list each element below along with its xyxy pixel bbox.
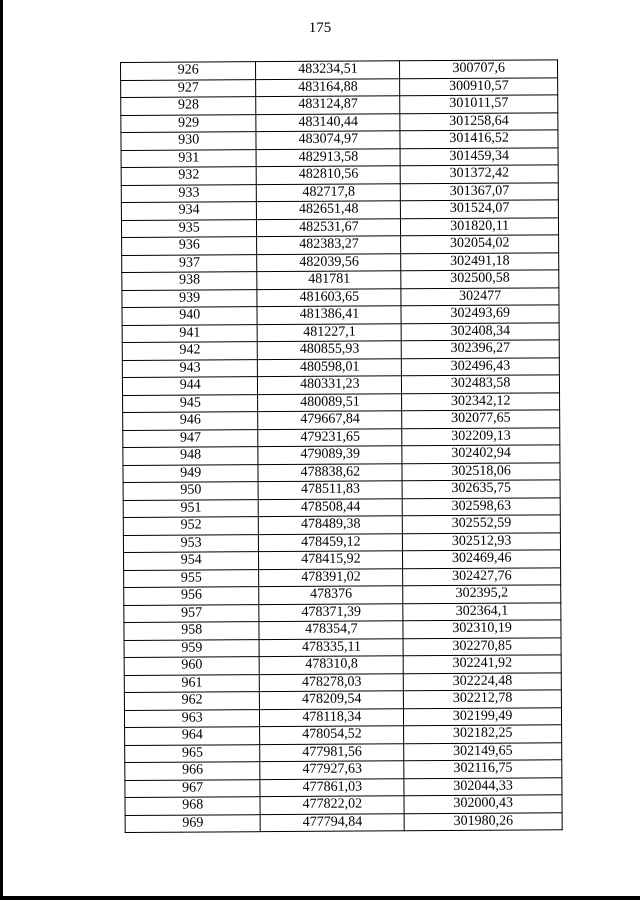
table-row [123, 427, 560, 447]
point-number-cell: 968 [125, 797, 261, 815]
x-coordinate-cell: 480331,23 [258, 376, 402, 394]
x-coordinate-cell: 477822,02 [260, 796, 404, 814]
point-number-cell: 962 [124, 692, 260, 710]
table-row [123, 550, 560, 570]
point-number-cell: 965 [125, 744, 261, 762]
point-number-cell: 938 [122, 272, 258, 290]
point-number-cell: 966 [125, 762, 261, 780]
table-row [121, 95, 558, 115]
table-row [124, 620, 561, 640]
x-coordinate-cell: 483164,88 [256, 78, 400, 96]
y-coordinate-cell: 302518,06 [402, 462, 560, 480]
point-number-cell: 953 [123, 534, 259, 552]
point-number-cell: 937 [122, 254, 258, 272]
y-coordinate-cell: 302149,65 [404, 742, 562, 760]
y-coordinate-cell: 302209,13 [402, 427, 560, 445]
point-number-cell: 941 [122, 324, 258, 342]
table-row [121, 182, 558, 202]
table-row [125, 725, 562, 745]
x-coordinate-cell: 482717,8 [257, 183, 401, 201]
y-coordinate-cell: 302491,18 [401, 252, 559, 270]
y-coordinate-cell: 302483,58 [402, 375, 560, 393]
x-coordinate-cell: 482531,67 [257, 218, 401, 236]
x-coordinate-cell: 479231,65 [258, 428, 402, 446]
coordinates-table [120, 59, 563, 833]
y-coordinate-cell: 301367,07 [401, 182, 559, 200]
x-coordinate-cell: 482913,58 [256, 148, 400, 166]
table-row [123, 497, 560, 517]
table-row [123, 445, 560, 465]
x-coordinate-cell: 478489,38 [259, 516, 403, 534]
table-row [122, 270, 559, 290]
table-row [122, 235, 559, 255]
point-number-cell: 967 [125, 779, 261, 797]
x-coordinate-cell: 482039,56 [257, 253, 401, 271]
point-number-cell: 942 [122, 342, 258, 360]
x-coordinate-cell: 478054,52 [260, 726, 404, 744]
y-coordinate-cell: 302044,33 [404, 777, 562, 795]
y-coordinate-cell: 301820,11 [401, 217, 559, 235]
x-coordinate-cell: 478278,03 [260, 673, 404, 691]
point-number-cell: 943 [122, 359, 258, 377]
x-coordinate-cell: 481227,1 [258, 323, 402, 341]
x-coordinate-cell: 478354,7 [259, 621, 403, 639]
point-number-cell: 952 [123, 517, 259, 535]
point-number-cell: 939 [122, 289, 258, 307]
point-number-cell: 936 [122, 237, 258, 255]
x-coordinate-cell: 479667,84 [258, 411, 402, 429]
point-number-cell: 955 [124, 569, 260, 587]
y-coordinate-cell: 302054,02 [401, 235, 559, 253]
coordinates-table-body [121, 60, 563, 833]
y-coordinate-cell: 301524,07 [401, 200, 559, 218]
x-coordinate-cell: 480598,01 [258, 358, 402, 376]
point-number-cell: 959 [124, 639, 260, 657]
y-coordinate-cell: 302182,25 [404, 725, 562, 743]
point-number-cell: 948 [123, 447, 259, 465]
y-coordinate-cell: 302116,75 [404, 760, 562, 778]
table-row [123, 392, 560, 412]
x-coordinate-cell: 478511,83 [259, 481, 403, 499]
x-coordinate-cell: 481781 [257, 271, 401, 289]
y-coordinate-cell: 302500,58 [401, 270, 559, 288]
page-left-edge [0, 0, 3, 900]
y-coordinate-cell: 301258,64 [400, 112, 558, 130]
point-number-cell: 960 [124, 657, 260, 675]
point-number-cell: 950 [123, 482, 259, 500]
x-coordinate-cell: 478415,92 [259, 551, 403, 569]
y-coordinate-cell: 302364,1 [403, 602, 561, 620]
x-coordinate-cell: 480089,51 [258, 393, 402, 411]
y-coordinate-cell: 302512,93 [403, 532, 561, 550]
table-row [124, 690, 561, 710]
table-row [124, 637, 561, 657]
y-coordinate-cell: 302396,27 [402, 340, 560, 358]
x-coordinate-cell: 478371,39 [259, 603, 403, 621]
point-number-cell: 935 [121, 219, 257, 237]
table-row [121, 147, 558, 167]
x-coordinate-cell: 478335,11 [259, 638, 403, 656]
table-row [121, 60, 558, 80]
y-coordinate-cell: 302408,34 [401, 322, 559, 340]
table-row [125, 812, 562, 832]
page-bottom-edge [0, 896, 640, 900]
table-row [122, 252, 559, 272]
x-coordinate-cell: 478459,12 [259, 533, 403, 551]
point-number-cell: 929 [121, 114, 257, 132]
y-coordinate-cell: 302496,43 [402, 357, 560, 375]
point-number-cell: 969 [125, 814, 261, 832]
y-coordinate-cell: 302598,63 [402, 497, 560, 515]
x-coordinate-cell: 478838,62 [258, 463, 402, 481]
y-coordinate-cell: 302342,12 [402, 392, 560, 410]
table-row [124, 672, 561, 692]
table-row [122, 322, 559, 342]
x-coordinate-cell: 481386,41 [257, 306, 401, 324]
table-row [123, 410, 560, 430]
y-coordinate-cell: 302224,48 [404, 672, 562, 690]
x-coordinate-cell: 477927,63 [260, 761, 404, 779]
y-coordinate-cell: 302241,92 [403, 655, 561, 673]
table-row [121, 112, 558, 132]
point-number-cell: 934 [121, 202, 257, 220]
point-number-cell: 946 [123, 412, 259, 430]
point-number-cell: 964 [125, 727, 261, 745]
x-coordinate-cell: 483140,44 [256, 113, 400, 131]
x-coordinate-cell: 481603,65 [257, 288, 401, 306]
table-row [122, 287, 559, 307]
y-coordinate-cell: 301459,34 [400, 147, 558, 165]
point-number-cell: 963 [124, 709, 260, 727]
table-row [122, 357, 559, 377]
x-coordinate-cell: 483124,87 [256, 96, 400, 114]
y-coordinate-cell: 302212,78 [404, 690, 562, 708]
y-coordinate-cell: 302427,76 [403, 567, 561, 585]
point-number-cell: 931 [121, 149, 257, 167]
page-number: 175 [308, 20, 332, 36]
y-coordinate-cell: 302635,75 [402, 480, 560, 498]
table-row [121, 200, 558, 220]
y-coordinate-cell: 301011,57 [400, 95, 558, 113]
table-row [121, 165, 558, 185]
y-coordinate-cell: 302270,85 [403, 637, 561, 655]
point-number-cell: 957 [124, 604, 260, 622]
y-coordinate-cell: 300707,6 [400, 60, 558, 78]
point-number-cell: 944 [122, 377, 258, 395]
y-coordinate-cell: 301416,52 [400, 130, 558, 148]
point-number-cell: 958 [124, 622, 260, 640]
point-number-cell: 951 [123, 499, 259, 517]
x-coordinate-cell: 482810,56 [257, 166, 401, 184]
x-coordinate-cell: 483074,97 [256, 131, 400, 149]
table-row [124, 655, 561, 675]
point-number-cell: 928 [121, 97, 257, 115]
y-coordinate-cell: 302000,43 [404, 795, 562, 813]
x-coordinate-cell: 482651,48 [257, 201, 401, 219]
point-number-cell: 956 [124, 587, 260, 605]
y-coordinate-cell: 302477 [401, 287, 559, 305]
table-row [125, 795, 562, 815]
x-coordinate-cell: 477794,84 [261, 813, 405, 831]
table-row [123, 480, 560, 500]
x-coordinate-cell: 478391,02 [259, 568, 403, 586]
table-row [121, 130, 558, 150]
y-coordinate-cell: 302310,19 [403, 620, 561, 638]
x-coordinate-cell: 477861,03 [260, 778, 404, 796]
table-row [123, 515, 560, 535]
y-coordinate-cell: 302469,46 [403, 550, 561, 568]
point-number-cell: 949 [123, 464, 259, 482]
x-coordinate-cell: 478508,44 [259, 498, 403, 516]
point-number-cell: 926 [121, 62, 257, 80]
y-coordinate-cell: 302077,65 [402, 410, 560, 428]
x-coordinate-cell: 477981,56 [260, 743, 404, 761]
x-coordinate-cell: 479089,39 [258, 446, 402, 464]
x-coordinate-cell: 483234,51 [256, 61, 400, 79]
y-coordinate-cell: 302402,94 [402, 445, 560, 463]
table-row [124, 707, 561, 727]
table-row [124, 602, 561, 622]
table-row [124, 567, 561, 587]
table-row [125, 777, 562, 797]
x-coordinate-cell: 478209,54 [260, 691, 404, 709]
point-number-cell: 933 [121, 184, 257, 202]
y-coordinate-cell: 301980,26 [404, 812, 562, 830]
x-coordinate-cell: 482383,27 [257, 236, 401, 254]
x-coordinate-cell: 478310,8 [260, 656, 404, 674]
point-number-cell: 954 [123, 552, 259, 570]
x-coordinate-cell: 478118,34 [260, 708, 404, 726]
y-coordinate-cell: 302395,2 [403, 585, 561, 603]
y-coordinate-cell: 301372,42 [400, 165, 558, 183]
table-row [122, 375, 559, 395]
point-number-cell: 930 [121, 132, 257, 150]
y-coordinate-cell: 302493,69 [401, 305, 559, 323]
x-coordinate-cell: 480855,93 [258, 341, 402, 359]
point-number-cell: 961 [124, 674, 260, 692]
point-number-cell: 927 [121, 79, 257, 97]
table-row [125, 760, 562, 780]
y-coordinate-cell: 302199,49 [404, 707, 562, 725]
table-row [122, 305, 559, 325]
table-row [121, 217, 558, 237]
point-number-cell: 932 [121, 167, 257, 185]
table-row [124, 585, 561, 605]
point-number-cell: 945 [123, 394, 259, 412]
table-row [122, 340, 559, 360]
table-row [125, 742, 562, 762]
table-row [123, 532, 560, 552]
table-row [123, 462, 560, 482]
point-number-cell: 940 [122, 307, 258, 325]
point-number-cell: 947 [123, 429, 259, 447]
y-coordinate-cell: 302552,59 [403, 515, 561, 533]
x-coordinate-cell: 478376 [259, 586, 403, 604]
table-row [121, 77, 558, 97]
y-coordinate-cell: 300910,57 [400, 77, 558, 95]
